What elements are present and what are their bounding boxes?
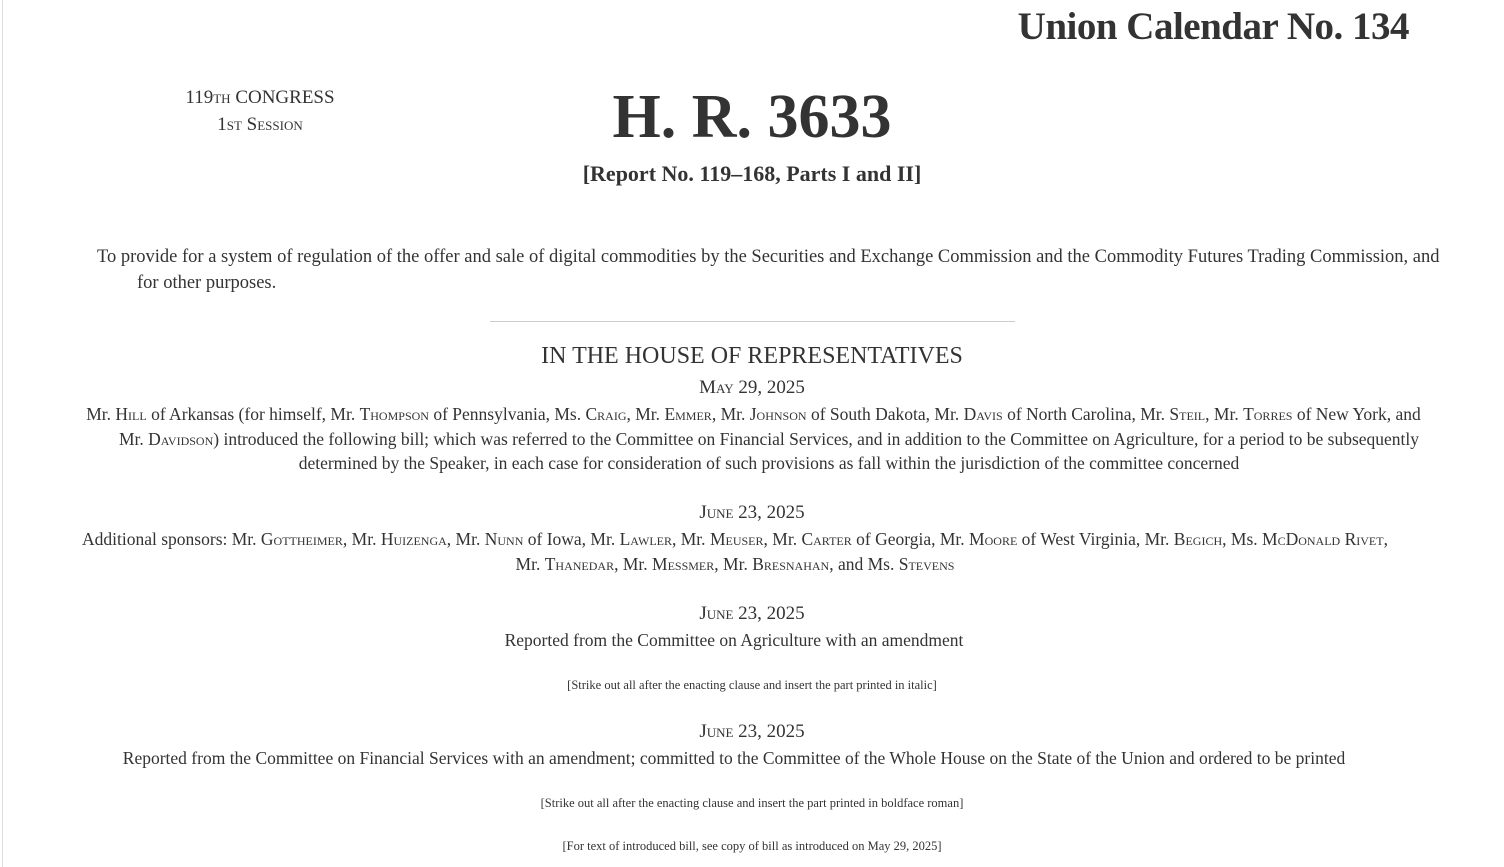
action-date: May 29, 2025 <box>699 377 805 398</box>
sponsor-name: Torres <box>1243 404 1293 424</box>
sponsor-name: Stevens <box>898 553 955 574</box>
sponsor-name: Moore <box>969 529 1018 549</box>
sponsor-name: McDonald Rivet <box>1262 529 1384 549</box>
sponsor-name: Messmer <box>652 553 715 574</box>
session-word: Session <box>246 114 303 135</box>
congress-suffix: th <box>213 87 231 108</box>
house-heading: IN THE HOUSE OF REPRESENTATIVES <box>541 343 963 369</box>
congress-word: CONGRESS <box>235 87 335 108</box>
action-date: June 23, 2025 <box>699 721 805 742</box>
bill-purpose: To provide for a system of regulation of the offer and sale of digital commodities by the Securities and Exchange Commission and the Commodity Futures Trading Commission, and for other purposes. <box>97 247 1440 293</box>
sponsor-name: Steil <box>1169 404 1206 424</box>
action-text: Additional sponsors: Mr. Gottheimer, Mr. Huizenga, Mr. Nunn of Iowa, Mr. Lawler, Mr. Meuser, Mr. Carter of Georgia, Mr. Moore of West Virginia, Mr. Begich, Ms. McDonald Rivet, Mr. Thanedar, Mr. Messmer, Mr. Bresnahan, and Ms. Stevens <box>82 529 1388 574</box>
sponsor-name: Davis <box>963 404 1003 424</box>
action-text: Reported from the Committee on Financial Services with an amendment; committed to the Committee of the Whole House on the State of the Union and ordered to be printed <box>122 748 1346 768</box>
section-divider <box>490 321 1015 322</box>
sponsor-name: Thompson <box>359 404 429 424</box>
sponsor-name: Bresnahan <box>752 553 830 574</box>
sponsor-name: Craig <box>585 404 627 424</box>
sponsor-name: Emmer <box>664 404 712 424</box>
session-suffix: st <box>226 114 242 135</box>
sponsor-name: Johnson <box>749 404 807 424</box>
action-date: June 23, 2025 <box>699 502 805 523</box>
amendment-note: [Strike out all after the enacting clause and insert the part printed in italic] <box>567 678 937 692</box>
sponsor-name: Davidson <box>148 428 214 449</box>
sponsor-name: Thanedar <box>544 553 615 574</box>
sponsor-name: Hill <box>115 404 147 424</box>
sponsor-name: Huizenga <box>380 529 447 549</box>
action-date: June 23, 2025 <box>699 603 805 624</box>
sponsor-name: Nunn <box>484 529 524 549</box>
sponsor-name: Gottheimer <box>260 529 343 549</box>
union-calendar-number: Union Calendar No. 134 <box>1017 5 1409 48</box>
congress-number: 119 <box>185 87 214 108</box>
sponsor-name: Carter <box>801 529 852 549</box>
action-text: Mr. Hill of Arkansas (for himself, Mr. Thompson of Pennsylvania, Ms. Craig, Mr. Emmer, Mr. Johnson of South Dakota, Mr. Davis of North Carolina, Mr. Steil, Mr. Torres of New York, and Mr. Davidson) introduced the following bill; which was referred to the Committee on Financial Services, and in addition to the Committee on Agriculture, for a period to be subsequently determined by the Speaker, in each case for consideration of such provisions as fall within the jurisdiction of the committee concerned <box>86 404 1421 473</box>
report-number: [Report No. 119–168, Parts I and II] <box>582 161 922 186</box>
action-text: Reported from the Committee on Agriculture with an amendment <box>504 630 964 650</box>
session-number: 1 <box>217 114 227 135</box>
sponsor-name: Lawler <box>619 529 672 549</box>
sponsor-name: Meuser <box>709 529 764 549</box>
sponsor-name: Begich <box>1173 529 1223 549</box>
introduced-text-note: [For text of introduced bill, see copy of bill as introduced on May 29, 2025] <box>562 839 942 853</box>
amendment-note: [Strike out all after the enacting clause and insert the part printed in boldface roman] <box>540 796 964 810</box>
bill-number: H. R. 3633 <box>612 83 892 151</box>
